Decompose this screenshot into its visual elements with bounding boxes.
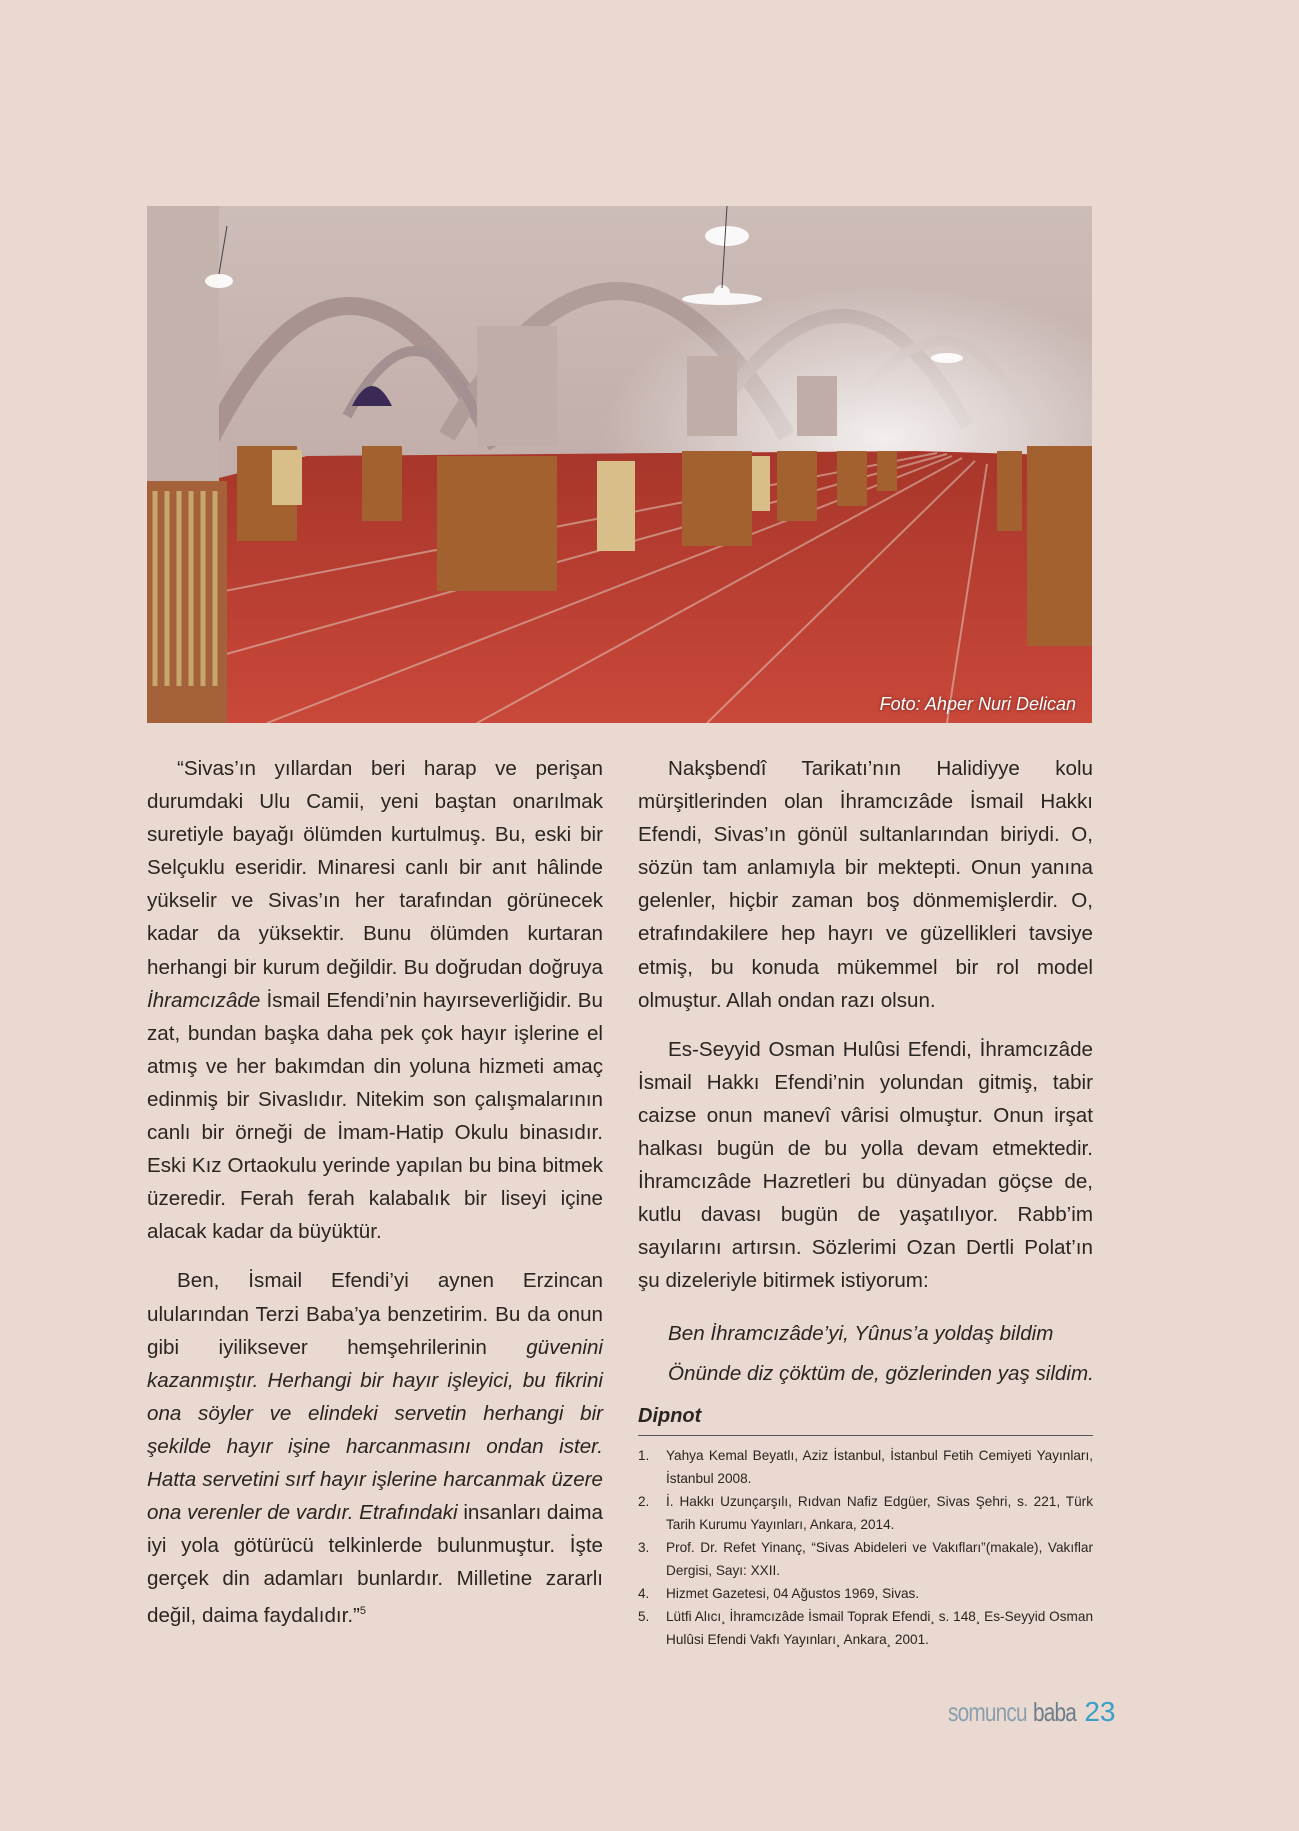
poem-line: Önünde diz çöktüm de, gözlerinden yaş sildim. <box>668 1361 1094 1385</box>
magazine-footer <box>948 1696 1116 1728</box>
paragraph-text: “Sivas’ın yıllardan beri harap ve perişan durumdaki Ulu Camii, yeni baştan onarılmak suretiyle bayağı ölümden kurtulmuş. Bu, eski bir Selçuklu eseridir. Minaresi canlı bir anıt hâlinde yükselir ve Sivas’ın her tarafından görünecek kadar da yüksektir. Bunu ölümden kurtaran herhangi bir kurum değildir. Bu doğrudan doğruya <box>147 757 603 979</box>
footnote-item <box>638 1490 1093 1536</box>
footnote-item <box>638 1605 1093 1651</box>
footnote-item <box>638 1582 1093 1605</box>
paragraph-italic-text: güvenini kazanmıştır. Herhangi bir hayır işleyici, bu fikrini ona söyler ve elindeki servetin herhangi bir şekilde hayır işine harcanmasını ondan ister. Hatta servetini sırf hayır işlerine harcanmak üzere ona verenler de vardır. Etrafındaki <box>147 1335 603 1525</box>
article-right-column <box>638 752 1093 1651</box>
footnote-number: 2. <box>638 1493 650 1509</box>
footnote-text: Lütfi Alıcı¸ İhramcızâde İsmail Toprak Efendi¸ s. 148¸ Es-Seyyid Osman Hulûsi Efendi Vakfı Yayınları¸ Ankara¸ 2001. <box>666 1608 1093 1647</box>
paragraph <box>147 1264 603 1632</box>
brand-logo-part1: somuncu <box>948 1697 1027 1727</box>
paragraph: Es-Seyyid Osman Hulûsi Efendi, İhramcızâde İsmail Hakkı Efendi’nin yolundan gitmiş, tabir caizse onun manevî vârisi olmuştur. Onun irşat halkası bugün de bu yolla devam etmektedir. İhramcızâde Hazretleri bu dünyadan göçse de, kutlu davası bugün de yaşatılıyor. Rabb’im sayılarını artırsın. Sözlerimi Ozan Dertli Polat’ın şu dizeleriyle bitirmek istiyorum: <box>638 1037 1093 1293</box>
paragraph <box>147 752 603 1248</box>
photo-credit: Foto: Ahper Nuri Delican <box>879 694 1076 714</box>
brand-logo-part2: baba <box>1032 1697 1076 1727</box>
footnote-number: 1. <box>638 1447 650 1463</box>
footnote-item <box>638 1536 1093 1582</box>
footnote-number: 3. <box>638 1539 650 1555</box>
footnote-text: Prof. Dr. Refet Yinanç, “Sivas Abideleri ve Vakıfları”(makale), Vakıflar Dergisi, Sayı: XXII. <box>666 1539 1093 1578</box>
footnote-text: Hizmet Gazetesi, 04 Ağustos 1969, Sivas. <box>666 1585 920 1601</box>
paragraph: Nakşbendî Tarikatı’nın Halidiyye kolu mürşitlerinden olan İhramcızâde İsmail Hakkı Efendi, Sivas’ın gönül sultanlarından biriydi. O, sözün tam anlamıyla bir mektepti. Onun yanına gelenler, hiçbir zaman boş dönmemişlerdir. O, etrafındakilere hep hayrı ve güzellikleri tavsiye etmiş, bu konuda mükemmel bir rol model olmuştur. Allah ondan razı olsun. <box>638 757 1093 1012</box>
poem-quote <box>668 1314 1093 1394</box>
footnotes-list <box>638 1444 1093 1651</box>
footnote-text: Yahya Kemal Beyatlı, Aziz İstanbul, İstanbul Fetih Cemiyeti Yayınları, İstanbul 2008. <box>666 1447 1093 1486</box>
footnotes-title: Dipnot <box>638 1400 1093 1436</box>
footnote-number: 5. <box>638 1608 650 1624</box>
footnote-number: 4. <box>638 1585 650 1601</box>
footnote-item <box>638 1444 1093 1490</box>
mosque-interior-photo <box>147 206 1092 723</box>
footnote-text: İ. Hakkı Uzunçarşılı, Rıdvan Nafiz Edgüer, Sivas Şehri, s. 221, Türk Tarih Kurumu Yayınları, Ankara, 2014. <box>666 1493 1093 1532</box>
paragraph-text: Ben, İsmail Efendi’yi aynen Erzincan ulularından Terzi Baba’ya benzetirim. Bu da onun gibi iyiliksever hemşehrilerinin <box>147 1269 603 1359</box>
paragraph-italic-text: İhramcızâde <box>147 988 261 1012</box>
page-number: 23 <box>1084 1696 1116 1727</box>
article-left-column <box>147 752 603 1648</box>
paragraph-text: insanları daima iyi yola götürücü telkinlerde bulunmuştur. İşte gerçek din adamları bunlardır. Milletine zararlı değil, daima faydalıdır.” <box>147 1501 603 1628</box>
footnote-marker: 5 <box>359 1605 367 1618</box>
poem-line: Ben İhramcızâde’yi, Yûnus’a yoldaş bildim <box>668 1321 1054 1345</box>
mosque-photo-illustration <box>147 206 1092 723</box>
paragraph-text: İsmail Efendi’nin hayırseverliğidir. Bu zat, bundan başka daha pek çok hayır işlerine el atmış ve her bakımdan din yoluna hizmeti amaç edinmiş bir Sivaslıdır. Nitekim son çalışmalarının canlı bir örneği de İmam-Hatip Okulu binasıdır. Eski Kız Ortaokulu yerinde yapılan bu bina bitmek üzeredir. Ferah ferah kalabalık bir liseyi içine alacak kadar da büyüktür. <box>147 988 603 1244</box>
